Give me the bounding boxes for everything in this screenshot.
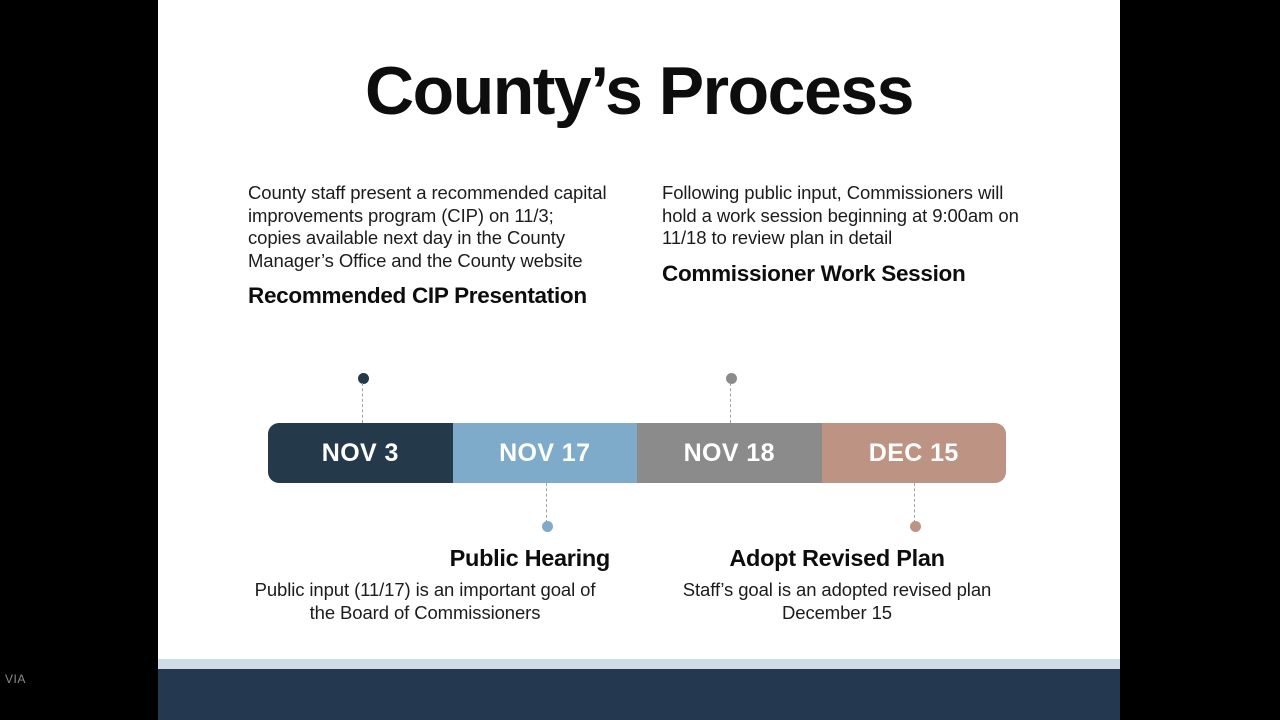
timeline-detail-nov18 [662,182,1022,288]
timeline-dot-nov3 [358,373,369,384]
dashed-line-nov18 [730,383,731,423]
timeline-dot-nov18 [726,373,737,384]
via-watermark: VIA [5,672,26,686]
timeline-detail-dec15 [652,544,1022,624]
timeline-detail-nov3 [248,182,608,311]
timeline-segment-nov18[interactable]: NOV 18 [637,423,822,483]
slide-canvas [158,0,1120,720]
nov18-heading: Commissioner Work Session [662,260,966,286]
timeline-segment-nov17[interactable]: NOV 17 [453,423,638,483]
dashed-line-nov17 [546,483,547,523]
dashed-line-nov3 [362,383,363,423]
timeline-segment-nov3[interactable]: NOV 3 [268,423,453,483]
nov3-description: County staff present a recommended capital improvements program (CIP) on 11/3; copies available next day in the County Manager’s Office and the County website [248,182,607,271]
nov3-heading: Recommended CIP Presentation [248,283,587,309]
footer-accent-strip [158,659,1120,669]
dec15-description: Staff’s goal is an adopted revised plan December 15 [682,579,992,623]
nov17-description: Public input (11/17) is an important goal of the Board of Commissioners [254,579,596,623]
dashed-line-dec15 [914,483,915,523]
timeline-bar [268,423,1006,483]
dec15-heading: Adopt Revised Plan [729,545,945,571]
nov17-heading: Public Hearing [449,545,610,571]
timeline-dot-nov17 [542,521,553,532]
nov18-description: Following public input, Commissioners will hold a work session beginning at 9:00am on 11/18 to review plan in detail [662,182,1019,249]
timeline-detail-nov17 [240,544,610,624]
footer-band [158,669,1120,720]
page-title: County’s Process [365,53,913,129]
timeline-segment-dec15[interactable]: DEC 15 [822,423,1007,483]
timeline-dot-dec15 [910,521,921,532]
